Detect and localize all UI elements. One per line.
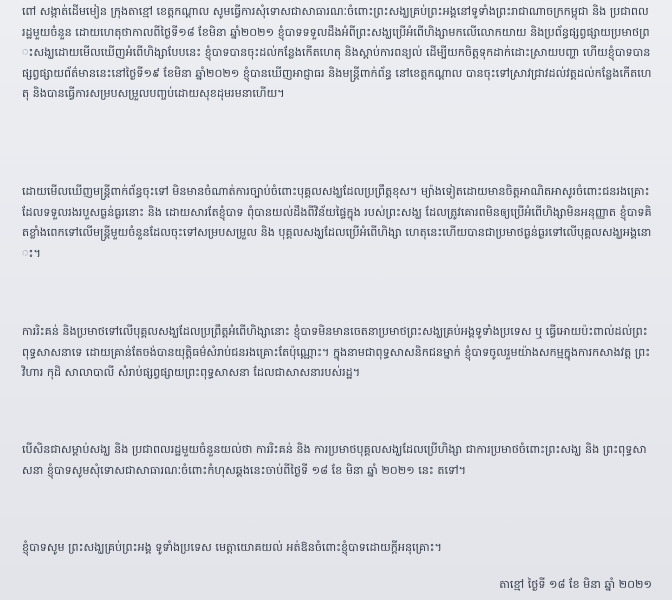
paragraph-4: បើសិនជាសម្ដាប់សង្ឃ និង ប្រជាពលរដ្ឋមួយចំនួនយល់ថា ការរិះគន់ និង ការប្រមាថបុគ្គលសង្ឃដែលប្រើហិង្សា ជាការប្រមាថចំពោះព្រះសង្ឃ និង ព្រះពុទ្ធសាសនា ខ្ញុំបាទសូមសុំទោសជាសាធារណៈចំពោះកំហុសឆ្គងនេះចាប់ពីថ្ងៃទី ១៨ ខែ មិនា ឆ្នាំ ២០២១ នេះ តទៅ។ [22, 443, 647, 477]
paragraph-1: ពៅ សង្កាត់ដើមមៀន ក្រុងតាខ្មៅ ខេត្តកណ្ដាល សូមធ្វើការសុំទោសជាសាធារណៈចំពោះព្រះសង្ឃគ្រប់ព្រះអង្គនៅទូទាំងព្រះរាជាណាចក្រកម្ពុជា និង ប្រជាពលរដ្ឋមួយចំនួន ដោយហេតុថាកាលពីថ្ងៃទី១៨ ខែមិនា ឆ្នាំ២០២១ ខ្ញុំបាទទទួលដឹងអំពីព្រះសង្ឃប្រើអំពើហិង្សាមកលើលោកយាយ និងប្រព័ន្ធផ្សព្វផ្សាយប្រមាថព្រះសង្ឃដោយមើលឃើញអំពើហិង្សាបែបនេះ ខ្ញុំបាទបានចុះដល់កន្លែងកើតហេតុ និងស្ដាប់ការពន្យល់ ដើម្បីយកចិត្តទុកដាក់ដោះស្រាយបញ្ហា ហើយខ្ញុំបាទបានផ្សព្វផ្សាយព័ត៌មាននេះនៅថ្ងៃទី១៩ ខែមិនា ឆ្នាំ២០២១ ខ្ញុំបានឃើញអាជ្ញាធរ និងមន្ត្រីពាក់ព័ន្ធ នៅខេត្តកណ្ដាល បានចុះទៅស្រាវជ្រាវដល់វត្តដល់កន្លែងកើតហេតុ និងបានធ្វើការសម្របសម្រួលបញ្ចប់ដោយសុខដុមរមនាហើយ។ [22, 5, 652, 100]
date-line: តាខ្មៅ ថ្ងៃទី ១៨ ខែ មិនា ឆ្នាំ ២០២១ [499, 578, 652, 591]
paragraph-5: ខ្ញុំបាទសូម ព្រះសង្ឃគ្រប់ព្រះអង្គ ទូទាំងប្រទេស មេត្តាយោគយល់ អត់ឱនចំពោះខ្ញុំបាទដោយក្ដីអនុគ្រោះ។ [22, 541, 442, 554]
paragraph-3: ការរិះគន់ និងប្រមាថទៅលើបុគ្គលសង្ឃដែលប្រព្រឹត្តអំពើហិង្សានោះ ខ្ញុំបាទមិនមានចេតនាប្រមាថព្រះសង្ឃគ្រប់អង្គទូទាំងប្រទេស ឬ ធ្វើអោយប៉ះពាល់ដល់ព្រះពុទ្ធសាសនាទេ ដោយគ្រាន់តែចង់បានយុត្តិធម៌សំរាប់ជនរងគ្រោះតែប៉ុណ្ណោះ។ ក្នុងនាមជាពុទ្ធសាសនិកជនម្នាក់ ខ្ញុំបាទចូលរួមយ៉ាងសកម្មក្នុងការកសាងវត្ត ព្រះវិហារ កុដិ សាលាបាលី សំរាប់ផ្សព្វផ្សាយព្រះពុទ្ធសាសនា ដែលជាសាសនារបស់រដ្ឋ។ [22, 325, 651, 379]
paragraph-2: ដោយមើលឃើញមន្ត្រីពាក់ព័ន្ធចុះទៅ មិនមានចំណាត់ការច្បាប់ចំពោះបុគ្គលសង្ឃដែលប្រព្រឹត្តខុស។ ម្យ៉ាងទៀតដោយមានចិត្តអាណិតអាសូរចំពោះជនរងគ្រោះ ដែលទទួលរងរបួសធ្ងន់ធ្ងរនោះ និង ដោយសារតែខ្ញុំបាទ ពុំបានយល់ដឹងពីវិន័យផ្ទៃក្នុង របស់ព្រះសង្ឃ ដែលត្រូវគោរពមិនឲ្យប្រើអំពើហិង្សាមិនអនុញ្ញាត ខ្ញុំបាទគិតខ្លាំងពេកទៅលើមន្ត្រីមួយចំនួនដែលចុះទៅសម្របសម្រួល និង បុគ្គលសង្ឃដែលប្រើអំពើហិង្សា ហេតុនេះហើយបានជាប្រមាថធ្ងន់ធ្ងរទៅលើបុគ្គលសង្ឃអង្គនោះ។ [22, 185, 652, 260]
